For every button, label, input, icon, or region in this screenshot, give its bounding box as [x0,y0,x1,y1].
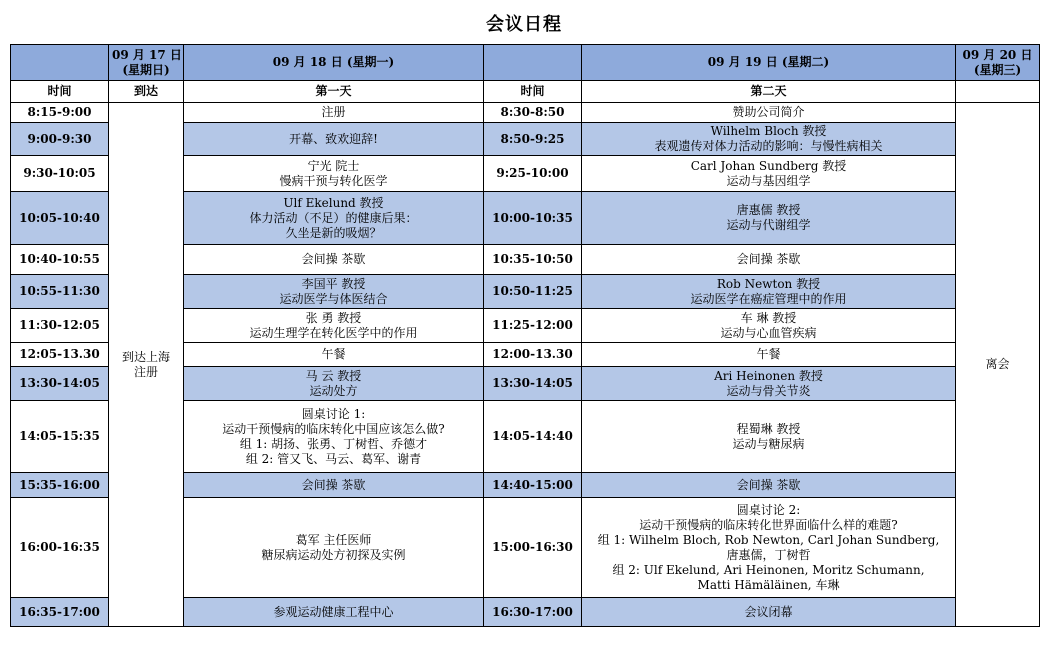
day2-session-cell [582,275,956,309]
date-0917-day: 09 月 17 日 [112,47,182,62]
day2-session-line: 运动与代谢组学 [726,218,811,232]
day2-time-cell: 13:30-14:05 [484,367,582,401]
day2-session-cell [582,156,956,192]
day1-session-cell [184,598,484,627]
day2-session-cell [582,192,956,245]
date-0920-day: 09 月 20 日 [962,47,1033,62]
day2-session-line: 运动医学在癌症管理中的作用 [690,291,847,306]
day2-time-cell: 8:30-8:50 [484,103,582,123]
day1-session-line: 参观运动健康工程中心 [273,604,394,619]
date-0917 [109,45,184,81]
date-header-row [11,45,1040,81]
day2-session-line: Rob Newton 教授 [716,276,821,291]
day1-session-cell [184,498,484,598]
day1-session-line: 久坐是新的吸烟？ [285,225,382,240]
day1-time-cell: 11:30-12:05 [11,309,109,343]
day2-session-line: 会间操 茶歇 [736,252,801,266]
arrive-line: 注册 [133,364,158,379]
arrive-cell [109,103,184,627]
day2-session-line: 表观遗传对体力活动的影响：与慢性病相关 [654,139,883,153]
day1-time-cell: 9:30-10:05 [11,156,109,192]
day1-session-cell [184,103,484,123]
day1-session-line: 慢病干预与转化医学 [279,173,388,188]
day1-session-line: Ulf Ekelund 教授 [283,195,384,210]
day1-session-line: 注册 [321,105,346,119]
day1-session-line: 张 勇 教授 [305,310,362,325]
leave-cell: 离会 [956,103,1040,627]
date-0920-weekday: (星期三) [973,62,1022,77]
day1-session-cell [184,367,484,401]
day1-session-cell [184,156,484,192]
day2-session-line: 运动与糖尿病 [732,436,805,451]
day1-session-line: 运动干预慢病的临床转化中国应该怎么做? [222,421,445,436]
date-0918: 09 月 18 日 (星期一) [184,45,484,81]
day2-session-line: 会间操 茶歇 [736,477,801,492]
date-blank-cell [484,45,582,81]
day2-session-line: 运动与心血管疾病 [720,325,817,340]
date-0920 [956,45,1040,81]
day1-session-line: 宁光 院士 [307,158,360,173]
day1-session-line: 糖尿病运动处方初探及实例 [261,547,406,562]
day2-session-cell [582,598,956,627]
day2-session-cell [582,367,956,401]
corner-cell [11,45,109,81]
day2-time-cell: 15:00-16:30 [484,498,582,598]
day2-session-line: 组 2: Ulf Ekelund, Ari Heinonen, Moritz Schumann, [612,562,925,577]
day1-time-cell: 10:40-10:55 [11,245,109,275]
day1-session-line: 组 1: 胡扬、张勇、丁树哲、乔德才 [239,436,428,451]
date-0919: 09 月 19 日 (星期二) [582,45,956,81]
day2-session-line: Matti Hämäläinen, 车琳 [697,577,840,592]
day2-session-line: 午餐 [756,347,781,361]
day1-session-line: 运动处方 [309,383,358,398]
day2-time-cell: 10:00-10:35 [484,192,582,245]
blank-header [956,81,1040,103]
day2-time-cell: 8:50-9:25 [484,123,582,156]
day2-time-cell: 14:05-14:40 [484,401,582,473]
day2-time-cell: 14:40-15:00 [484,473,582,498]
day2-session-line: 唐惠儒 教授 [736,203,801,217]
day1-time-cell: 16:00-16:35 [11,498,109,598]
day1-session-line: 葛军 主任医师 [295,532,372,547]
day1-time-cell: 12:05-13.30 [11,343,109,367]
day2-session-cell [582,309,956,343]
day1-time-cell: 15:35-16:00 [11,473,109,498]
day1-session-line: 运动医学与体医结合 [279,291,388,306]
day1-time-cell: 14:05-15:35 [11,401,109,473]
day1-session-line: 体力活动（不足）的健康后果： [249,210,418,225]
day1-session-cell [184,401,484,473]
day2-time-cell: 10:50-11:25 [484,275,582,309]
day2-time-cell: 12:00-13.30 [484,343,582,367]
day2-session-line: Wilhelm Bloch 教授 [710,124,827,138]
arrive-header: 到达 [109,81,184,103]
day1-time-cell: 9:00-9:30 [11,123,109,156]
day1-session-cell [184,343,484,367]
day1-session-cell [184,245,484,275]
day1-session-cell [184,275,484,309]
day1-time-cell: 10:05-10:40 [11,192,109,245]
day1-header: 第一天 [184,81,484,103]
day2-session-line: 唐惠儒，丁树哲 [726,547,811,562]
day1-time-cell: 16:35-17:00 [11,598,109,627]
day2-session-line: 运动与基因组学 [726,173,811,188]
day1-session-cell [184,473,484,498]
day2-session-line: 组 1: Wilhelm Bloch, Rob Newton, Carl Johan Sundberg, [597,532,940,547]
day2-session-line: 圆桌讨论 2: [736,502,801,517]
day2-session-line: Carl Johan Sundberg 教授 [690,158,847,173]
day2-header: 第二天 [582,81,956,103]
day2-session-line: 车 琳 教授 [740,310,797,325]
day2-session-cell [582,473,956,498]
day1-session-line: 开幕、致欢迎辞! [289,131,378,146]
day2-time-cell: 9:25-10:00 [484,156,582,192]
date-0917-weekday: (星期日) [122,62,170,77]
day1-session-line: 会间操 茶歇 [301,252,366,266]
day1-session-line: 圆桌讨论 1: [301,406,366,421]
table-row [11,103,1040,123]
day2-session-line: 运动与骨关节炎 [726,383,811,398]
time-header: 时间 [11,81,109,103]
day2-session-line: 程蜀琳 教授 [736,421,801,436]
sub-header-row [11,81,1040,103]
day1-time-cell: 10:55-11:30 [11,275,109,309]
day2-session-cell [582,103,956,123]
day2-session-cell [582,245,956,275]
day1-session-line: 运动生理学在转化医学中的作用 [249,325,418,340]
day2-time-cell: 16:30-17:00 [484,598,582,627]
schedule-table [10,44,1040,627]
day2-time-cell: 11:25-12:00 [484,309,582,343]
day1-session-line: 李国平 教授 [301,276,366,291]
day1-session-line: 组 2: 管又飞、马云、葛军、谢青 [245,451,422,466]
day2-session-line: 赞助公司简介 [732,105,805,119]
day1-session-line: 会间操 茶歇 [301,477,366,492]
day1-session-cell [184,192,484,245]
day2-session-cell [582,123,956,156]
day1-time-cell: 13:30-14:05 [11,367,109,401]
day2-session-cell [582,498,956,598]
page-title: 会议日程 [486,14,562,35]
day1-session-line: 马 云 教授 [305,368,362,383]
day2-session-cell [582,343,956,367]
day2-time-cell: 10:35-10:50 [484,245,582,275]
arrive-line: 到达上海 [121,349,170,364]
day2-session-line: Ari Heinonen 教授 [714,368,823,383]
day1-session-line: 午餐 [321,347,346,361]
day2-session-line: 会议闭幕 [744,604,793,619]
time2-header: 时间 [484,81,582,103]
day1-time-cell: 8:15-9:00 [11,103,109,123]
day1-session-cell [184,123,484,156]
day1-session-cell [184,309,484,343]
day2-session-line: 运动干预慢病的临床转化世界面临什么样的难题? [639,517,898,532]
day2-session-cell [582,401,956,473]
